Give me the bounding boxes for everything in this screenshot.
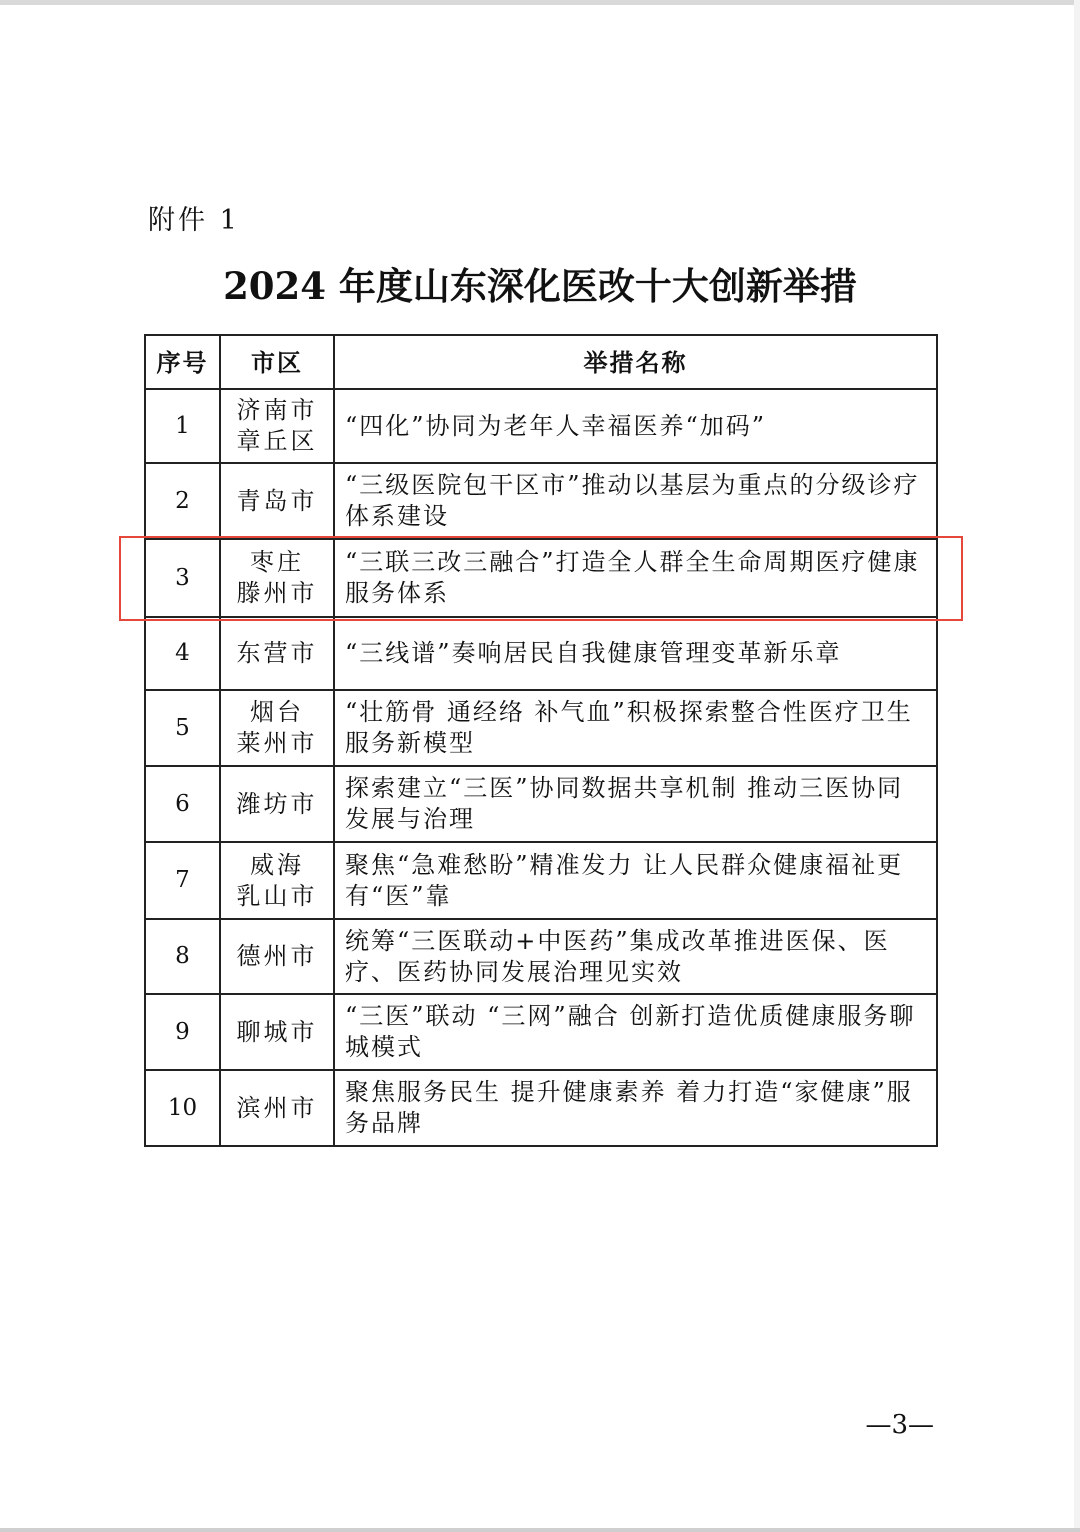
- table-row: [145, 1070, 937, 1146]
- row-city: [220, 994, 334, 1070]
- row-measure-name: 聚焦“急难愁盼”精准发力 让人民群众健康福祉更有“医”靠: [334, 842, 937, 919]
- table-row: [145, 994, 937, 1070]
- row-number: 6: [145, 766, 220, 842]
- row-city: [220, 690, 334, 766]
- row-measure-name: 聚焦服务民生 提升健康素养 着力打造“家健康”服务品牌: [334, 1070, 937, 1146]
- row-number: 3: [145, 539, 220, 617]
- row-number: 4: [145, 617, 220, 690]
- table-row: [145, 919, 937, 994]
- row-measure-name: “三医”联动 “三网”融合 创新打造优质健康服务聊城模式: [334, 994, 937, 1070]
- city-line: 东营市: [236, 639, 318, 667]
- city-line: 滕州市: [236, 579, 318, 607]
- table-row: [145, 842, 937, 919]
- row-city: [220, 463, 334, 539]
- row-city: [220, 919, 334, 994]
- city-line: 章丘区: [236, 427, 318, 455]
- city-line: 德州市: [236, 942, 318, 970]
- row-number: 8: [145, 919, 220, 994]
- highlight-box: [119, 536, 963, 621]
- row-measure-name: “三级医院包干区市”推动以基层为重点的分级诊疗体系建设: [334, 463, 937, 539]
- page-number: —3—: [865, 1410, 934, 1440]
- document-title: 2024 年度山东深化医改十大创新举措: [223, 264, 857, 308]
- table-row: [145, 463, 937, 539]
- table-row: [145, 617, 937, 690]
- row-measure-name: “壮筋骨 通经络 补气血”积极探索整合性医疗卫生服务新模型: [334, 690, 937, 766]
- row-number: 9: [145, 994, 220, 1070]
- row-measure-name: 统筹“三医联动+中医药”集成改革推进医保、医疗、医药协同发展治理见实效: [334, 919, 937, 994]
- column-header-measure: 举措名称: [334, 335, 937, 389]
- row-city: [220, 617, 334, 690]
- scan-top-edge: [0, 0, 1080, 5]
- attachment-label: 附件 1: [148, 205, 240, 236]
- row-number: 2: [145, 463, 220, 539]
- city-line: 乳山市: [236, 881, 318, 910]
- scan-right-edge: [1074, 0, 1080, 1532]
- table-header-row: [145, 335, 937, 389]
- city-line: 枣庄: [250, 548, 304, 576]
- scan-bottom-edge: [0, 1528, 1080, 1532]
- row-measure-name: “三联三改三融合”打造全人群全生命周期医疗健康服务体系: [334, 539, 937, 617]
- measures-table: [144, 334, 938, 1147]
- row-measure-name: “四化”协同为老年人幸福医养“加码”: [334, 389, 937, 463]
- column-header-city: 市区: [220, 335, 334, 389]
- city-line: 莱州市: [236, 729, 318, 757]
- row-city: [220, 766, 334, 842]
- table-row: [145, 389, 937, 463]
- table-row: [145, 766, 937, 842]
- column-header-number: 序号: [145, 335, 220, 389]
- city-line: 聊城市: [236, 1017, 318, 1046]
- row-city: [220, 389, 334, 463]
- row-measure-name: 探索建立“三医”协同数据共享机制 推动三医协同发展与治理: [334, 766, 937, 842]
- city-line: 潍坊市: [236, 789, 318, 818]
- city-line: 滨州市: [236, 1093, 318, 1122]
- table-row: [145, 690, 937, 766]
- city-line: 烟台: [250, 698, 304, 726]
- city-line: 济南市: [236, 396, 318, 424]
- row-number: 5: [145, 690, 220, 766]
- row-number: 10: [145, 1070, 220, 1146]
- row-city: [220, 842, 334, 919]
- row-number: 1: [145, 389, 220, 463]
- row-number: 7: [145, 842, 220, 919]
- city-line: 威海: [250, 850, 304, 879]
- city-line: 青岛市: [236, 486, 318, 515]
- row-city: [220, 1070, 334, 1146]
- row-measure-name: “三线谱”奏响居民自我健康管理变革新乐章: [334, 617, 937, 690]
